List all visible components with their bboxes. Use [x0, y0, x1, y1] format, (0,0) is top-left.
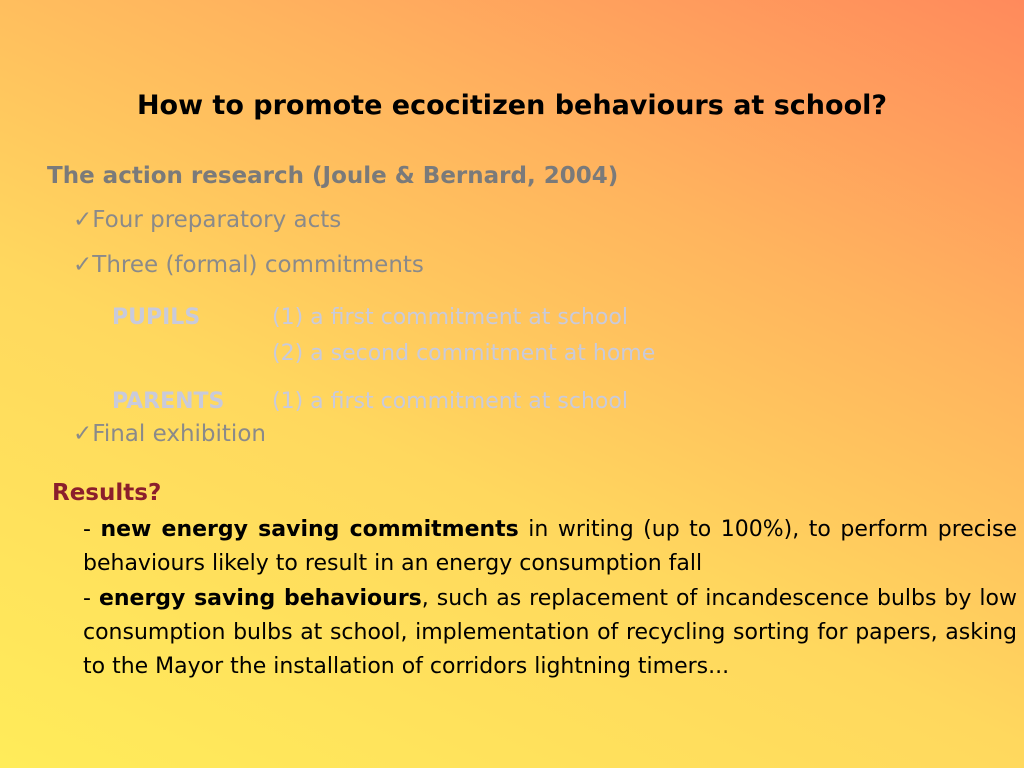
check-item-final-exhibition: ✓Final exhibition	[73, 421, 266, 447]
results-bullet-behaviours	[83, 582, 1017, 684]
check-item-preparatory-acts: ✓Four preparatory acts	[73, 207, 342, 233]
slide-subtitle: The action research (Joule & Bernard, 2004)	[47, 163, 619, 189]
bullet-text: in writing (up to 100%), to perform precise behaviours likely to result in an energy consumption fall	[83, 517, 1017, 576]
bullet-bold-text: new energy saving commitments	[100, 517, 519, 542]
bullet-dash: -	[83, 517, 101, 542]
parents-label: PARENTS	[112, 389, 225, 414]
bullet-text: , such as replacement of incandescence bulbs by low consumption bulbs at school, implementation of recycling sorting for papers, asking to the Mayor the installation of corridors lightning timers...	[83, 586, 1017, 679]
results-heading: Results?	[52, 480, 162, 506]
bullet-bold-text: energy saving behaviours	[98, 586, 422, 611]
pupils-label: PUPILS	[112, 305, 201, 330]
bullet-dash: -	[83, 586, 99, 611]
parents-commitment-1: (1) a first commitment at school	[272, 389, 628, 414]
results-bullet-commitments	[83, 513, 1017, 581]
check-item-formal-commitments: ✓Three (formal) commitments	[73, 252, 424, 278]
slide-title: How to promote ecocitizen behaviours at school?	[136, 90, 888, 121]
pupils-commitment-2: (2) a second commitment at home	[272, 341, 656, 366]
pupils-commitment-1: (1) a first commitment at school	[272, 305, 628, 330]
